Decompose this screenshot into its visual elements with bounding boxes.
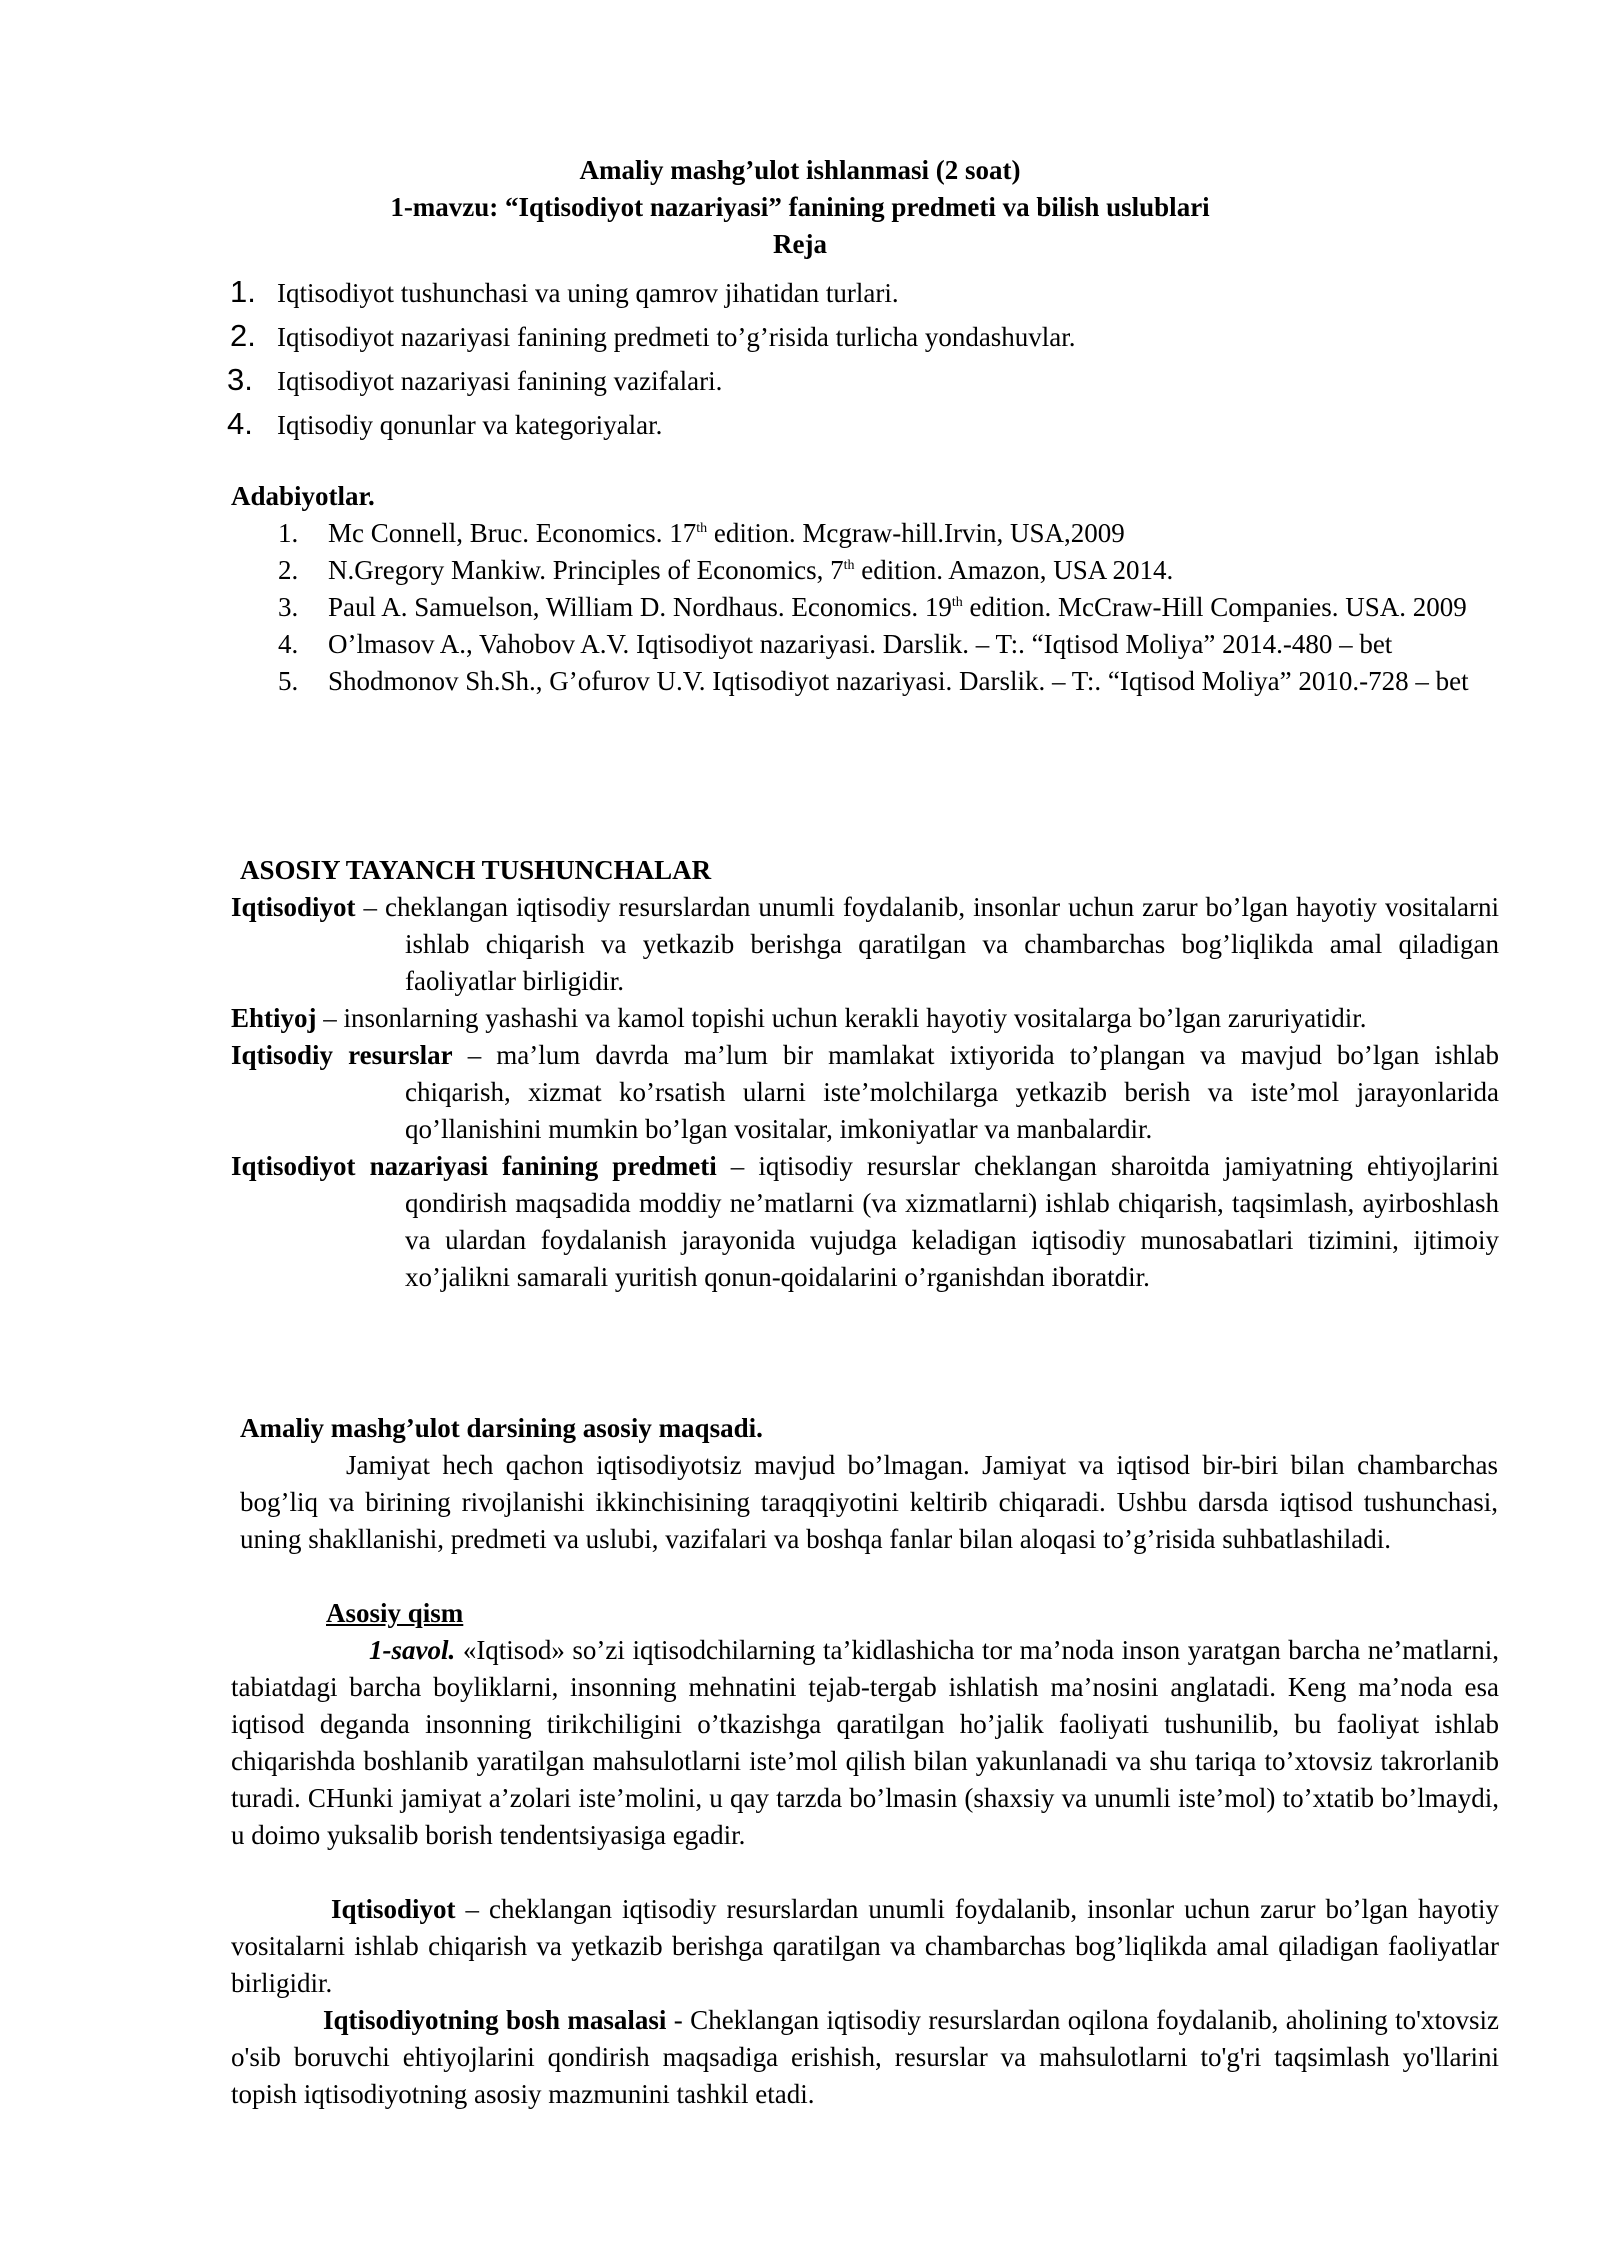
- main-part-heading: Asosiy qism: [326, 1598, 464, 1628]
- literature-heading: Adabiyotlar.: [231, 481, 375, 511]
- literature-item-number: 5.: [278, 666, 299, 696]
- plan-item-text: Iqtisodiy qonunlar va kategoriyalar.: [277, 410, 663, 440]
- plan-item: [227, 358, 1230, 402]
- paragraph-text: – cheklangan iqtisodiy resurslardan unumli foydalanib, insonlar uchun zarur bo’lgan hayotiy vositalarni ishlab chiqarish va yetkazib berishga qaratilgan va chambarchas bog’liqlikda amal qiladigan faoliyatlar birligidir.: [231, 1894, 1499, 1998]
- plan-item: [230, 314, 1230, 358]
- economy-definition-paragraph: [231, 1891, 1499, 2002]
- topic-title: 1-mavzu: “Iqtisodiyot nazariyasi” fanining predmeti va bilish uslublari: [390, 192, 1210, 222]
- concept-text: – insonlarning yashashi va kamol topishi uchun kerakli hayotiy vositalarga bo’lgan zaruriyatidir.: [316, 1003, 1367, 1033]
- plan-item-number: 3.: [227, 362, 253, 397]
- literature-item: [278, 663, 1498, 700]
- literature-item: [278, 552, 1498, 589]
- literature-item: [278, 626, 1498, 663]
- question-1-paragraph: [231, 1632, 1499, 1854]
- literature-item-text: Paul A. Samuelson, William D. Nordhaus. Economics. 19th edition. McCraw-Hill Companies. USA. 2009: [328, 592, 1467, 622]
- key-concepts-list: [231, 889, 1499, 1296]
- concept-text: – ma’lum davrda ma’lum bir mamlakat ixtiyorida to’plangan va mavjud bo’lgan ishlab chiqarish, xizmat ko’rsatish ularni iste’molchilarga yetkazib berish va iste’mol jarayonlarida qo’llanishini mumkin bo’lgan vositalar, imkoniyatlar va manbalardir.: [405, 1040, 1499, 1144]
- literature-list: [278, 515, 1498, 700]
- paragraph-text: - Cheklangan iqtisodiy resurslardan oqilona foydalanib, aholining to'xtovsiz o'sib boruvchi ehtiyojlarini qondirish maqsadiga erishish, resurslar va mahsulotlarni to'g'ri taqsimlash yo'llarini topish iqtisodiyotning asosiy mazmunini tashkil etadi.: [231, 2005, 1499, 2109]
- key-concepts-heading: ASOSIY TAYANCH TUSHUNCHALAR: [240, 855, 712, 885]
- paragraph-term: Iqtisodiyotning bosh masalasi: [323, 2005, 667, 2035]
- literature-item-number: 4.: [278, 629, 299, 659]
- plan-item-number: 2.: [230, 318, 256, 353]
- plan-item-text: Iqtisodiyot tushunchasi va uning qamrov jihatidan turlari.: [277, 278, 899, 308]
- literature-item-text: N.Gregory Mankiw. Principles of Economics, 7th edition. Amazon, USA 2014.: [328, 555, 1174, 585]
- literature-item-text: Mc Connell, Bruc. Economics. 17th edition. Mcgraw-hill.Irvin, USA,2009: [328, 518, 1125, 548]
- literature-item-number: 1.: [278, 518, 299, 548]
- plan-item: [230, 270, 1230, 314]
- literature-item: [278, 515, 1498, 552]
- concept-term: Iqtisodiyot: [231, 892, 356, 922]
- question-label: 1-savol.: [369, 1635, 456, 1665]
- concept-term: Iqtisodiyot nazariyasi fanining predmeti: [231, 1151, 717, 1181]
- plan-item: [227, 402, 1230, 446]
- superscript: th: [696, 521, 708, 536]
- superscript: th: [951, 595, 963, 610]
- plan-item-text: Iqtisodiyot nazariyasi fanining predmeti to’g’risida turlicha yondashuvlar.: [277, 322, 1076, 352]
- paragraph-term: Iqtisodiyot: [331, 1894, 456, 1924]
- concept-definition: [231, 1148, 1499, 1296]
- literature-item-text: O’lmasov A., Vahobov A.V. Iqtisodiyot nazariyasi. Darslik. – T:. “Iqtisod Moliya” 2014.-480 – bet: [328, 629, 1393, 659]
- literature-item-number: 2.: [278, 555, 299, 585]
- document-header: [0, 152, 1600, 263]
- concept-text: – iqtisodiy resurslar cheklangan sharoitda jamiyatning ehtiyojlarini qondirish maqsadida moddiy ne’matlarni (va xizmatlarni) ishlab chiqarish, taqsimlash, ayirboshlash va ulardan foydalanish jarayonida vujudga keladigan iqtisodiy munosabatlari tizimini, ijtimoiy xo’jalikni samarali yuritish qonun-qoidalarini o’rganishdan iboratdir.: [405, 1151, 1499, 1292]
- literature-item-text: Shodmonov Sh.Sh., G’ofurov U.V. Iqtisodiyot nazariyasi. Darslik. – T:. “Iqtisod Moliya” 2010.-728 – bet: [328, 666, 1469, 696]
- concept-definition: [231, 1037, 1499, 1148]
- plan-item-text: Iqtisodiyot nazariyasi fanining vazifalari.: [277, 366, 723, 396]
- literature-item-number: 3.: [278, 592, 299, 622]
- document-title: Amaliy mashg’ulot ishlanmasi (2 soat): [579, 155, 1021, 185]
- main-problem-paragraph: [231, 2002, 1499, 2113]
- concept-text: – cheklangan iqtisodiy resurslardan unumli foydalanib, insonlar uchun zarur bo’lgan hayotiy vositalarni ishlab chiqarish va yetkazib berishga qaratilgan va chambarchas bog’liqlikda amal qiladigan faoliyatlar birligidir.: [355, 892, 1499, 996]
- concept-term: Ehtiyoj: [231, 1003, 317, 1033]
- plan-item-number: 4.: [227, 406, 253, 441]
- concept-definition: [231, 1000, 1499, 1037]
- paragraph-text: «Iqtisod» so’zi iqtisodchilarning ta’kidlashicha tor ma’noda inson yaratgan barcha ne’matlarni, tabiatdagi barcha boyliklarni, insonning mehnatini tejab-tergab ishlatish ma’nosini anglatadi. Keng ma’noda esa iqtisod deganda insonning tirikchiligini o’tkazishga qaratilgan ho’jalik faoliyati tushunilib, bu faoliyat ishlab chiqarishda boshlanib yaratilgan mahsulotlarni iste’mol qilish bilan yakunlanadi va shu tariqa to’xtovsiz takrorlanib turadi. CHunki jamiyat a’zolari iste’molini, u qay tarzda bo’lmasin (shaxsiy va unumli iste’mol) to’xtatib bo’lmaydi, u doimo yuksalib borish tendentsiyasiga egadir.: [231, 1635, 1499, 1850]
- lesson-goal-text: Jamiyat hech qachon iqtisodiyotsiz mavjud bo’lmagan. Jamiyat va iqtisod bir-biri bilan chambarchas bog’liq va birining rivojlanishi ikkinchisining taraqqiyotini keltirib chiqaradi. Ushbu darsda iqtisod tushunchasi, uning shakllanishi, predmeti va uslubi, vazifalari va boshqa fanlar bilan aloqasi to’g’risida suhbatlashiladi.: [240, 1450, 1498, 1554]
- plan-heading: Reja: [773, 229, 827, 259]
- plan-item-number: 1.: [230, 274, 256, 309]
- concept-definition: [231, 889, 1499, 1000]
- lesson-goal-heading: Amaliy mashg’ulot darsining asosiy maqsadi.: [240, 1413, 763, 1443]
- superscript: th: [843, 558, 855, 573]
- plan-list: [227, 270, 1230, 446]
- concept-term: Iqtisodiy resurslar: [231, 1040, 453, 1070]
- literature-item: [278, 589, 1498, 626]
